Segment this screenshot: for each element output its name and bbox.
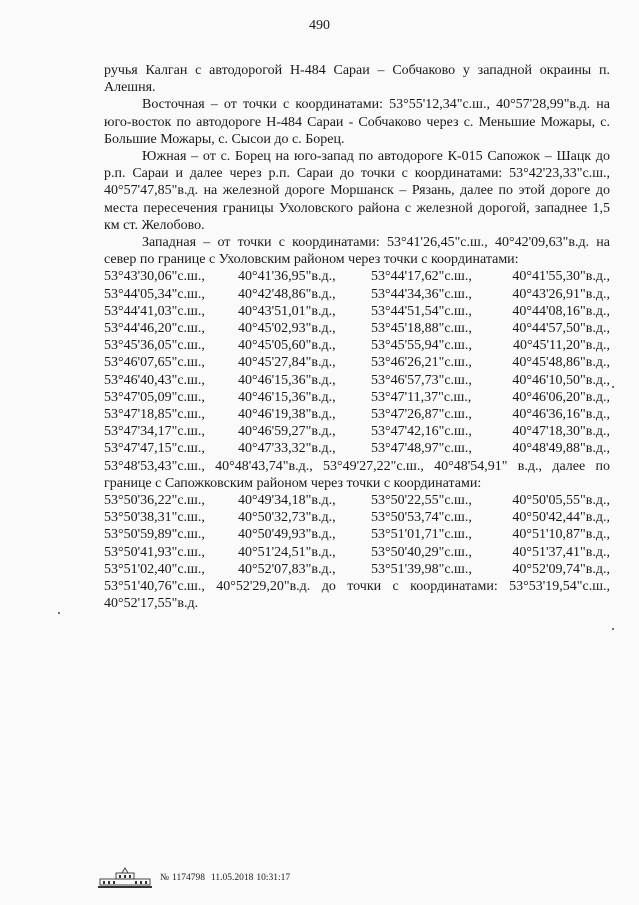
- paragraph-west-border: Западная – от точки с координатами: 53°41'26,45"с.ш., 40°42'09,63"в.д. на север по границе с Ухоловским районом через точки с координатами:: [104, 235, 610, 268]
- coordinate-row: [104, 526, 610, 543]
- coordinate-row: [104, 268, 610, 285]
- latitude-cell: 53°47'48,97"с.ш.,: [371, 441, 472, 457]
- latitude-cell: 53°47'18,85"с.ш.,: [104, 407, 205, 423]
- longitude-cell: 40°51'10,87"в.д.,: [512, 527, 610, 543]
- latitude-cell: 53°50'40,29"с.ш.,: [371, 544, 472, 560]
- latitude-cell: 53°44'34,36"с.ш.,: [371, 286, 472, 302]
- longitude-cell: 40°52'09,74"в.д.,: [512, 561, 610, 577]
- longitude-cell: 40°51'37,41"в.д.,: [512, 544, 610, 560]
- longitude-cell: 40°45'05,60"в.д.,: [238, 338, 336, 354]
- longitude-cell: 40°49'34,18"в.д.,: [238, 493, 336, 509]
- number-sign: №: [160, 873, 170, 883]
- longitude-cell: 40°41'55,30"в.д.,: [512, 269, 610, 285]
- document-time: 10:31:17: [256, 873, 291, 883]
- scan-speck: [612, 386, 614, 388]
- scan-speck: [58, 612, 60, 614]
- building-logo-icon: [96, 866, 154, 890]
- coordinate-row: [104, 406, 610, 423]
- latitude-cell: 53°50'59,89"с.ш.,: [104, 527, 205, 543]
- document-footer: [96, 866, 290, 890]
- longitude-cell: 40°46'15,36"в.д.,: [238, 372, 336, 388]
- longitude-cell: 40°51'24,51"в.д.,: [238, 544, 336, 560]
- longitude-cell: 40°46'10,50"в.д.,: [512, 372, 610, 388]
- paragraph-east-border: Восточная – от точки с координатами: 53°55'12,34"с.ш., 40°57'28,99"в.д. на юго-восток по автодороге Н-484 Сараи - Собчаково через с. Меньшие Можары, с. Большие Можары, с. Сысои до с. Борец.: [104, 97, 610, 147]
- latitude-cell: 53°46'57,73"с.ш.,: [371, 372, 472, 388]
- latitude-cell: 53°46'07,65"с.ш.,: [104, 355, 205, 371]
- coordinate-row: [104, 337, 610, 354]
- document-id: [160, 873, 290, 883]
- latitude-cell: 53°44'51,54"с.ш.,: [371, 303, 472, 319]
- coordinate-row: [104, 286, 610, 303]
- latitude-cell: 53°45'36,05"с.ш.,: [104, 338, 205, 354]
- longitude-cell: 40°47'33,32"в.д.,: [238, 441, 336, 457]
- longitude-cell: 40°41'36,95"в.д.,: [238, 269, 336, 285]
- longitude-cell: 40°46'06,20"в.д.,: [512, 389, 610, 405]
- longitude-cell: 40°50'05,55"в.д.,: [512, 493, 610, 509]
- longitude-cell: 40°48'49,88"в.д.,: [512, 441, 610, 457]
- longitude-cell: 40°47'18,30"в.д.,: [512, 424, 610, 440]
- longitude-cell: 40°44'57,50"в.д.,: [512, 321, 610, 337]
- longitude-cell: 40°42'48,86"в.д.,: [238, 286, 336, 302]
- paragraph-west-border-end: 53°51'40,76"с.ш., 40°52'29,20"в.д. до точки с координатами: 53°53'19,54"с.ш., 40°52'17,55"в.д.: [104, 579, 610, 612]
- longitude-cell: 40°45'48,86"в.д.,: [512, 355, 610, 371]
- coordinate-table-sapozhok: [104, 492, 610, 578]
- latitude-cell: 53°44'41,03"с.ш.,: [104, 303, 205, 319]
- latitude-cell: 53°47'05,09"с.ш.,: [104, 389, 205, 405]
- longitude-cell: 40°52'07,83"в.д.,: [238, 561, 336, 577]
- coordinate-row: [104, 303, 610, 320]
- coordinate-row: [104, 440, 610, 457]
- longitude-cell: 40°46'19,38"в.д.,: [238, 407, 336, 423]
- latitude-cell: 53°44'17,62"с.ш.,: [371, 269, 472, 285]
- latitude-cell: 53°47'34,17"с.ш.,: [104, 424, 205, 440]
- coordinate-row: [104, 354, 610, 371]
- longitude-cell: 40°45'02,93"в.д.,: [238, 321, 336, 337]
- latitude-cell: 53°46'40,43"с.ш.,: [104, 372, 205, 388]
- coordinate-row: [104, 561, 610, 578]
- longitude-cell: 40°46'36,16"в.д.,: [512, 407, 610, 423]
- coordinate-row: [104, 423, 610, 440]
- latitude-cell: 53°47'11,37"с.ш.,: [371, 389, 472, 405]
- latitude-cell: 53°47'47,15"с.ш.,: [104, 441, 205, 457]
- coordinate-row: [104, 492, 610, 509]
- latitude-cell: 53°45'18,88"с.ш.,: [371, 321, 472, 337]
- coordinate-row: [104, 544, 610, 561]
- latitude-cell: 53°50'53,74"с.ш.,: [371, 510, 472, 526]
- longitude-cell: 40°46'15,36"в.д.,: [238, 389, 336, 405]
- longitude-cell: 40°45'11,20"в.д.,: [512, 338, 610, 354]
- latitude-cell: 53°51'02,40"с.ш.,: [104, 561, 205, 577]
- scan-speck: [612, 628, 614, 630]
- paragraph-continuation: ручья Калган с автодорогой Н-484 Сараи – Собчаково у западной окраины п. Алешня.: [104, 63, 610, 96]
- latitude-cell: 53°51'01,71"с.ш.,: [371, 527, 472, 543]
- coordinate-row: [104, 389, 610, 406]
- longitude-cell: 40°45'27,84"в.д.,: [238, 355, 336, 371]
- longitude-cell: 40°43'51,01"в.д.,: [238, 303, 336, 319]
- latitude-cell: 53°46'26,21"с.ш.,: [371, 355, 472, 371]
- longitude-cell: 40°50'49,93"в.д.,: [238, 527, 336, 543]
- document-number: 1174798: [172, 873, 205, 883]
- page-number: 490: [309, 18, 330, 33]
- longitude-cell: 40°50'42,44"в.д.,: [512, 510, 610, 526]
- longitude-cell: 40°46'59,27"в.д.,: [238, 424, 336, 440]
- latitude-cell: 53°43'30,06"с.ш.,: [104, 269, 205, 285]
- latitude-cell: 53°44'05,34"с.ш.,: [104, 286, 205, 302]
- latitude-cell: 53°47'42,16"с.ш.,: [371, 424, 472, 440]
- paragraph-south-border: Южная – от с. Борец на юго-запад по автодороге К-015 Сапожок – Шацк до р.п. Сараи и далее через р.п. Сараи до точки с координатами: 53°42'23,33"с.ш., 40°57'47,85"в.д. на железной дороге Моршанск – Рязань, далее по этой дороге до места пересечения границы Ухоловского района с железной дорогой, западнее 1,5 км ст. Желобово.: [104, 149, 610, 233]
- latitude-cell: 53°50'22,55"с.ш.,: [371, 493, 472, 509]
- latitude-cell: 53°47'26,87"с.ш.,: [371, 407, 472, 423]
- longitude-cell: 40°43'26,91"в.д.,: [512, 286, 610, 302]
- coordinate-table-ukholovo: [104, 268, 610, 457]
- coordinate-row: [104, 509, 610, 526]
- longitude-cell: 40°44'08,16"в.д.,: [512, 303, 610, 319]
- coordinate-row: [104, 320, 610, 337]
- document-date: 11.05.2018: [210, 873, 254, 883]
- longitude-cell: 40°50'32,73"в.д.,: [238, 510, 336, 526]
- latitude-cell: 53°50'41,93"с.ш.,: [104, 544, 205, 560]
- coordinate-row: [104, 372, 610, 389]
- latitude-cell: 53°51'39,98"с.ш.,: [371, 561, 472, 577]
- paragraph-west-border-continued: 53°48'53,43"с.ш., 40°48'43,74"в.д., 53°49'27,22"с.ш., 40°48'54,91" в.д., далее по границе с Сапожковским районом через точки с координатами:: [104, 458, 610, 491]
- latitude-cell: 53°45'55,94"с.ш.,: [371, 338, 472, 354]
- document-body: [104, 62, 610, 613]
- latitude-cell: 53°50'36,22"с.ш.,: [104, 493, 205, 509]
- latitude-cell: 53°44'46,20"с.ш.,: [104, 321, 205, 337]
- latitude-cell: 53°50'38,31"с.ш.,: [104, 510, 205, 526]
